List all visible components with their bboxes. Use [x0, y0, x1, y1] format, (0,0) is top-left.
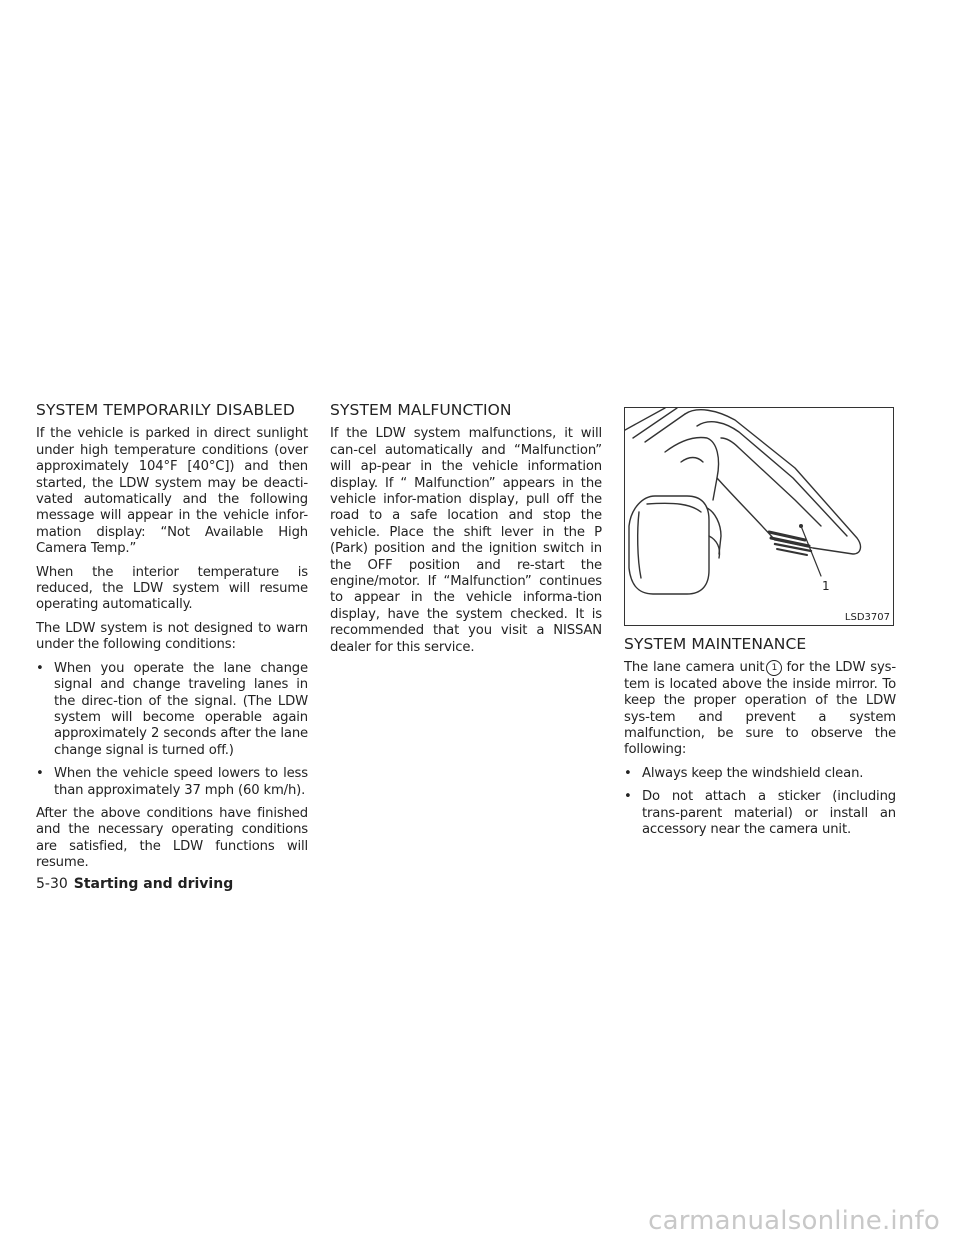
chapter-title: Starting and driving [73, 876, 234, 892]
section-heading-temporarily-disabled: SYSTEM TEMPORARILY DISABLED [36, 401, 295, 419]
bullet-icon: • [624, 789, 632, 805]
section-heading-malfunction: SYSTEM MALFUNCTION [330, 401, 512, 419]
column-left [36, 402, 308, 879]
paragraph: If the LDW system malfunctions, it will can-cel automatically and “Malfunction” will ap-pear in the vehicle information display. If “ Malfunction” appears in the vehicle infor-mation display, pull off the road to a safe location and stop the vehicle. Place the shift lever in the P (Park) position and the ignition switch in the OFF position and re-start the engine/motor. If “Malfunction” continues to appear in the vehicle informa-tion display, have the system checked. It is recommended that you visit a NISSAN dealer for this service. [330, 426, 602, 655]
bullet-icon: • [36, 660, 44, 676]
column-middle [330, 402, 602, 663]
bullet-icon: • [624, 765, 632, 781]
list-item: • Always keep the windshield clean. [624, 765, 864, 781]
maintenance-list [624, 766, 896, 839]
list-item: • When you operate the lane change signal and change traveling lanes in the direc-tion of the signal. (The LDW system will become operable again approximately 2 seconds after the lane change signal is turned off.) [36, 660, 308, 758]
callout-label: 1 [822, 579, 830, 593]
column-right [624, 636, 896, 845]
paragraph: After the above conditions have finished and the necessary operating conditions are satisfied, the LDW functions will resume. [36, 805, 308, 871]
page-footer [36, 876, 233, 892]
paragraph: The LDW system is not designed to warn under the following conditions: [36, 620, 308, 653]
section-heading-maintenance: SYSTEM MAINTENANCE [624, 635, 807, 653]
page-number: 5-30 [36, 876, 68, 892]
paragraph: The lane camera unit 1 for the LDW sys-tem is located above the inside mirror. To keep the proper operation of the LDW sys-tem and prevent a system malfunction, be sure to observe the following: [624, 660, 896, 758]
mirror-camera-drawing [625, 408, 893, 625]
list-item: • Do not attach a sticker (including trans-parent material) or install an accessory near the camera unit. [624, 789, 896, 838]
figure-code: LSD3707 [844, 612, 890, 623]
camera-unit-illustration [624, 407, 894, 626]
condition-list [36, 661, 308, 799]
list-item: • When the vehicle speed lowers to less than approximately 37 mph (60 km/h). [36, 766, 308, 798]
bullet-icon: • [36, 766, 44, 782]
paragraph: When the interior temperature is reduced, the LDW system will resume operating automatically. [36, 564, 308, 613]
paragraph: If the vehicle is parked in direct sunlight under high temperature conditions (over approximately 104°F [40°C]) and then started, the LDW system may be deacti-vated automatically and the following message will appear in the vehicle infor-mation display: “Not Available High Camera Temp.” [36, 426, 308, 557]
watermark: carmanualsonline.info [648, 1206, 940, 1236]
callout-marker-icon: 1 [766, 660, 782, 676]
